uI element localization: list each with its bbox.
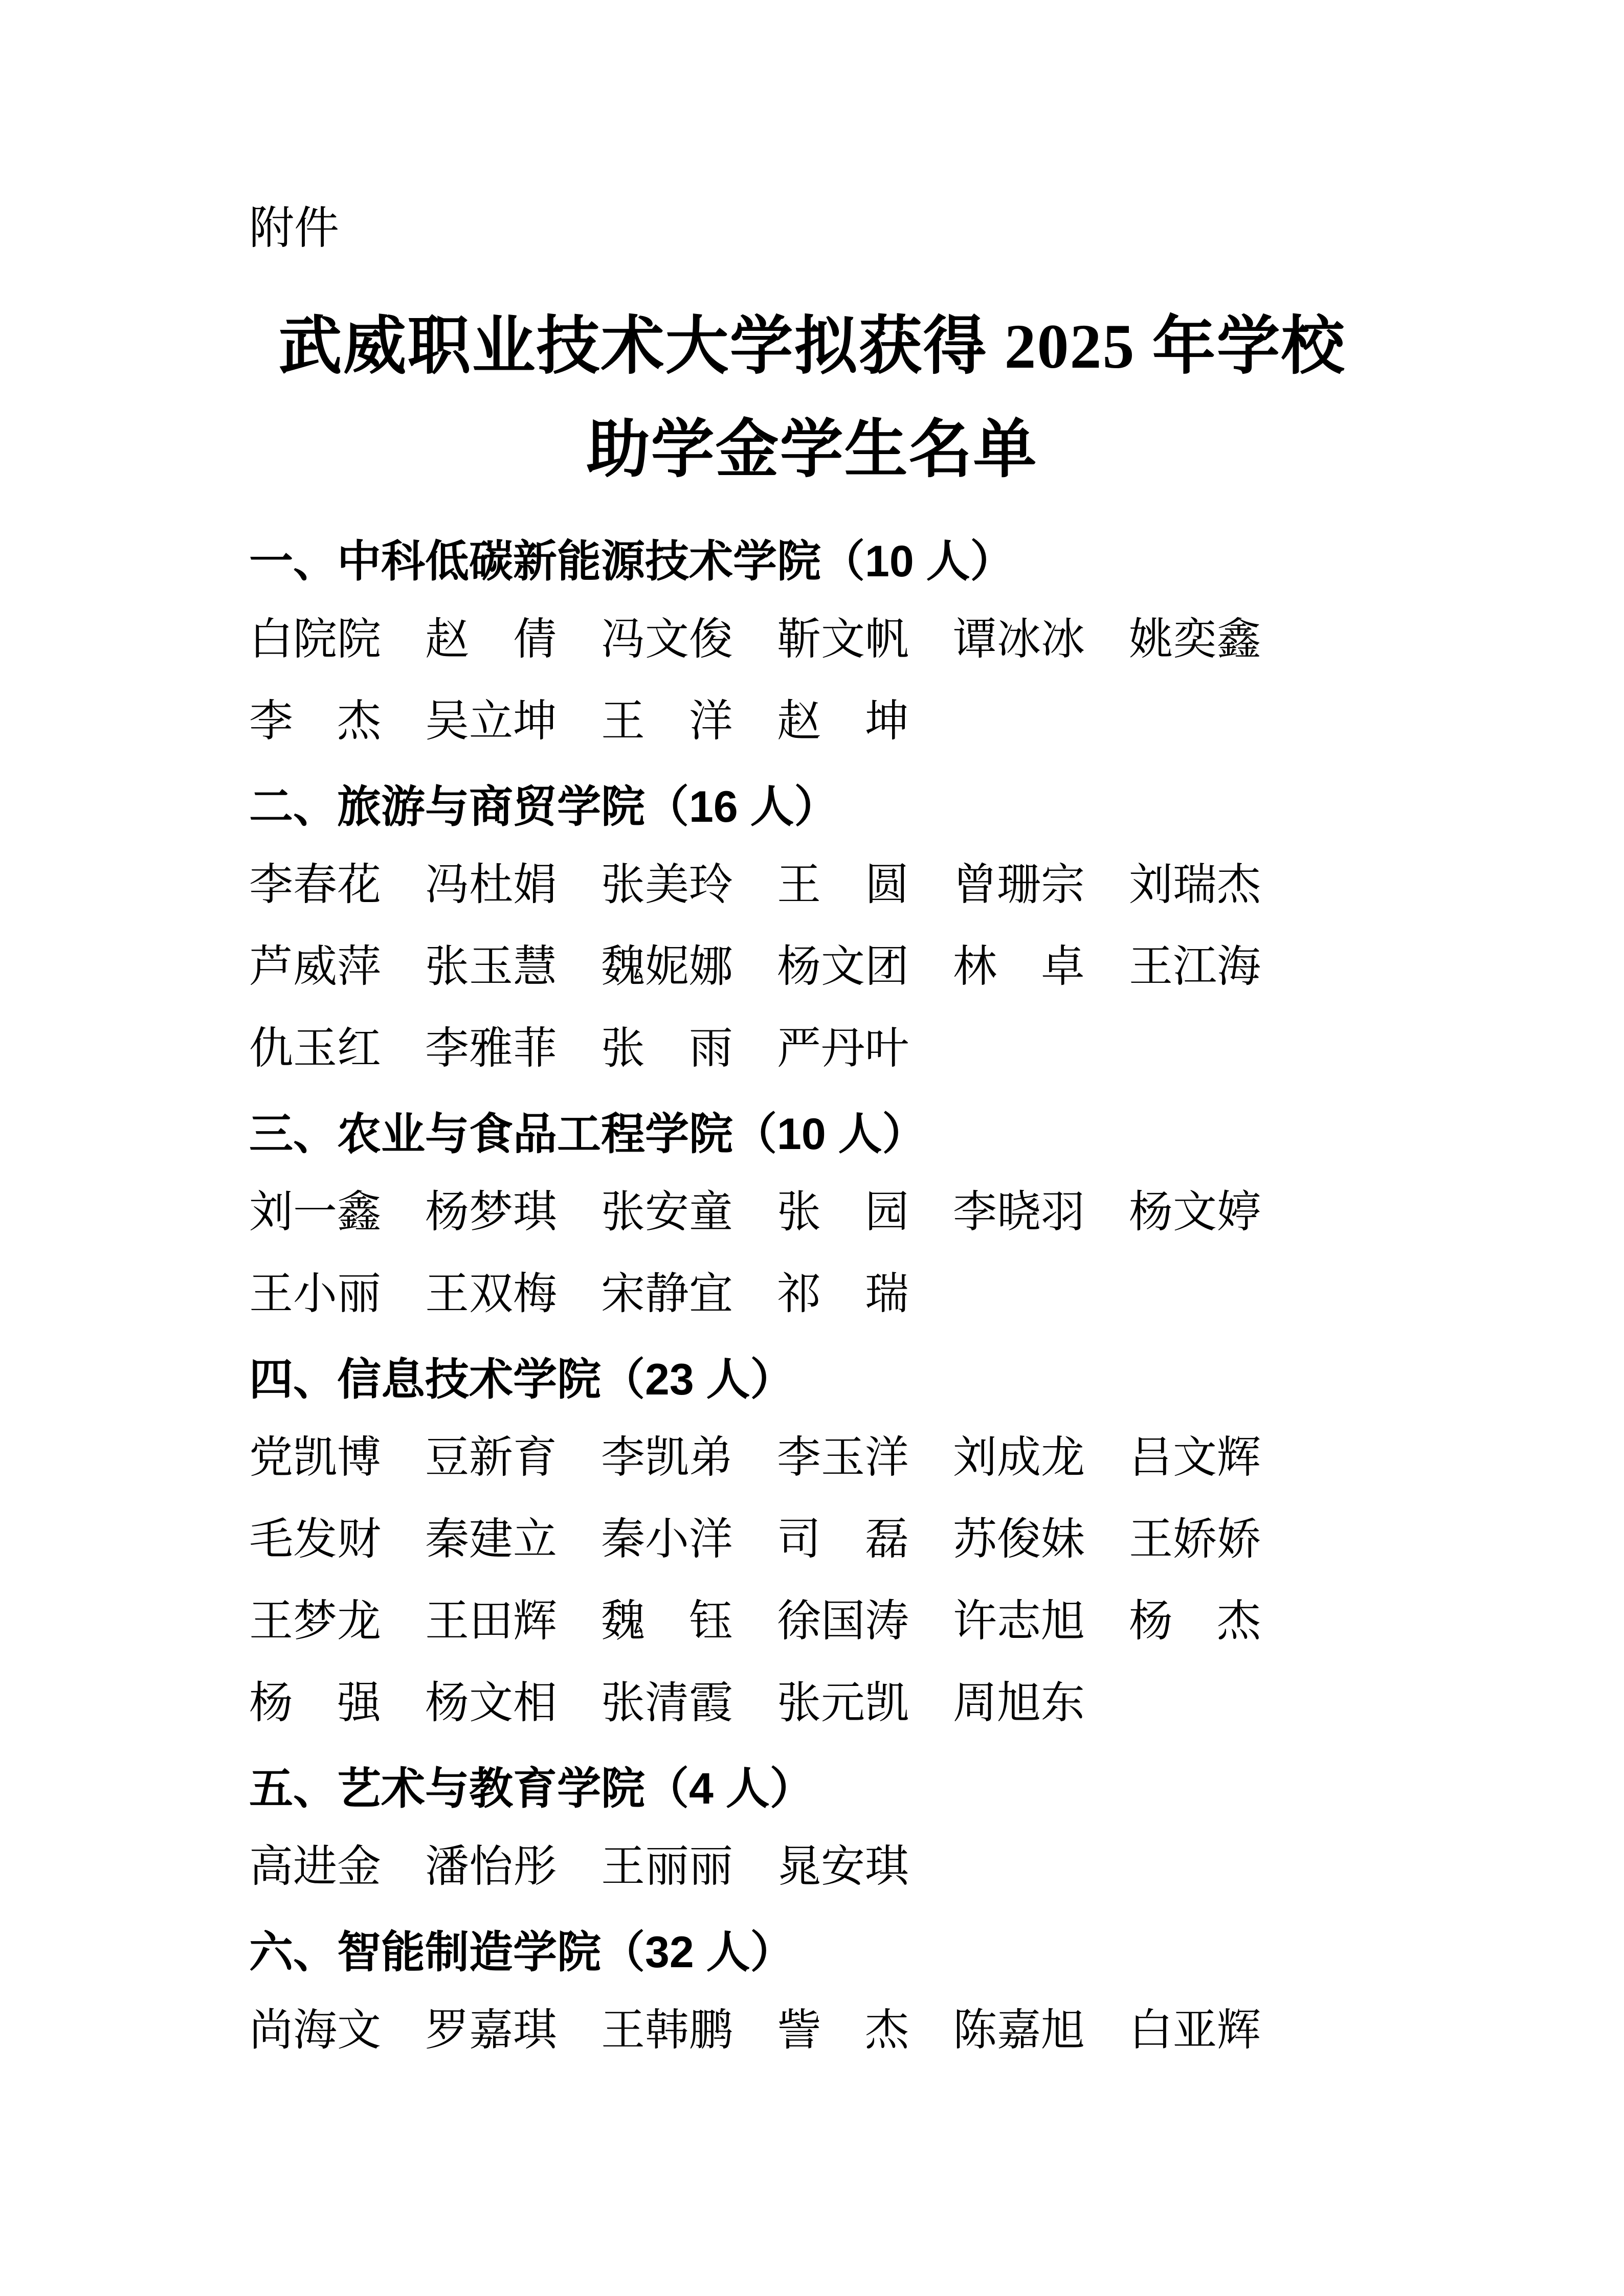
student-name: 张美玲: [601, 860, 733, 909]
student-name: 罗嘉琪: [425, 2006, 557, 2055]
student-name: 晁安琪: [777, 1842, 909, 1891]
name-row: [249, 926, 1261, 1007]
section-heading: 三、农业与食品工程学院（10 人）: [249, 1110, 926, 1159]
student-name: 李 杰: [249, 696, 381, 746]
attachment-label: 附件: [249, 204, 340, 254]
student-name: 祁 瑞: [777, 1269, 909, 1318]
student-name: 刘一鑫: [249, 1187, 381, 1236]
student-name: 高进金: [249, 1842, 381, 1891]
student-name: 徐国涛: [777, 1596, 909, 1646]
student-name: 魏 钰: [601, 1596, 733, 1646]
student-name: 秦小洋: [601, 1515, 733, 1564]
name-row: [249, 680, 1261, 762]
document-title-line2: 助学金学生名单: [586, 415, 1038, 485]
student-name: 訾 杰: [777, 2006, 909, 2055]
student-name: 杨 杰: [1129, 1596, 1261, 1646]
student-name: 苏俊妹: [953, 1515, 1085, 1564]
student-name: 李玉洋: [777, 1433, 909, 1482]
section-heading: 四、信息技术学院（23 人）: [249, 1355, 794, 1404]
name-row: [249, 1007, 1261, 1089]
name-row: [249, 1253, 1261, 1335]
student-name: 杨文婷: [1129, 1187, 1261, 1236]
student-name: 许志旭: [953, 1596, 1085, 1646]
student-name: 姚奕鑫: [1129, 615, 1261, 664]
name-row: [249, 1171, 1261, 1253]
student-name: 魏妮娜: [601, 942, 733, 991]
student-name: 吕文辉: [1129, 1433, 1261, 1482]
section-heading: 二、旅游与商贸学院（16 人）: [249, 782, 838, 831]
student-name: 杨梦琪: [425, 1187, 557, 1236]
name-row: [249, 598, 1261, 680]
student-name: 宋静宜: [601, 1269, 733, 1318]
student-name: 谭冰冰: [953, 615, 1085, 664]
student-name: 严丹叶: [777, 1024, 909, 1073]
student-name: 王双梅: [425, 1269, 557, 1318]
student-name: 靳文帆: [777, 615, 909, 664]
student-name: 白院院: [249, 615, 381, 664]
student-name: 王小丽: [249, 1269, 381, 1318]
student-name: 林 卓: [953, 942, 1085, 991]
student-name: 白亚辉: [1129, 2006, 1261, 2055]
student-name: 杨文相: [425, 1678, 557, 1727]
student-name: 冯文俊: [601, 615, 733, 664]
name-row: [249, 844, 1261, 926]
student-name: 李雅菲: [425, 1024, 557, 1073]
sections-container: [249, 516, 1261, 2071]
student-name: 李凯弟: [601, 1433, 733, 1482]
student-name: 杨 强: [249, 1678, 381, 1727]
student-name: 司 磊: [777, 1515, 909, 1564]
student-name: 张 园: [777, 1187, 909, 1236]
student-name: 刘瑞杰: [1129, 860, 1261, 909]
section-heading: 一、中科低碳新能源技术学院（10 人）: [249, 537, 1014, 586]
student-name: 张元凯: [777, 1678, 909, 1727]
student-name: 张安童: [601, 1187, 733, 1236]
student-name: 赵 倩: [425, 615, 557, 664]
document-title-line1: 武威职业技术大学拟获得 2025 年学校: [278, 311, 1346, 381]
student-name: 吴立坤: [425, 696, 557, 746]
name-row: [249, 1580, 1261, 1662]
name-row: [249, 1989, 1261, 2071]
student-name: 王韩鹏: [601, 2006, 733, 2055]
student-name: 尚海文: [249, 2006, 381, 2055]
student-name: 芦威萍: [249, 942, 381, 991]
student-name: 秦建立: [425, 1515, 557, 1564]
name-row: [249, 1662, 1261, 1744]
student-name: 王田辉: [425, 1596, 557, 1646]
student-name: 王江海: [1129, 942, 1261, 991]
student-name: 王丽丽: [601, 1842, 733, 1891]
student-name: 张玉慧: [425, 942, 557, 991]
student-name: 毛发财: [249, 1515, 381, 1564]
student-name: 王 圆: [777, 860, 909, 909]
student-name: 豆新育: [425, 1433, 557, 1482]
name-row: [249, 1416, 1261, 1498]
section-heading: 六、智能制造学院（32 人）: [249, 1928, 794, 1977]
name-row: [249, 1826, 1261, 1907]
student-name: 张清霞: [601, 1678, 733, 1727]
student-name: 王梦龙: [249, 1596, 381, 1646]
student-name: 仇玉红: [249, 1024, 381, 1073]
student-name: 张 雨: [601, 1024, 733, 1073]
student-name: 冯杜娟: [425, 860, 557, 909]
student-name: 曾珊宗: [953, 860, 1085, 909]
student-name: 刘成龙: [953, 1433, 1085, 1482]
student-name: 赵 坤: [777, 696, 909, 746]
student-name: 潘怡彤: [425, 1842, 557, 1891]
student-name: 王 洋: [601, 696, 733, 746]
name-row: [249, 1498, 1261, 1580]
student-name: 李晓羽: [953, 1187, 1085, 1236]
section-heading: 五、艺术与教育学院（4 人）: [249, 1764, 814, 1813]
student-name: 陈嘉旭: [953, 2006, 1085, 2055]
student-name: 周旭东: [953, 1678, 1085, 1727]
student-name: 李春花: [249, 860, 381, 909]
student-name: 王娇娇: [1129, 1515, 1261, 1564]
student-name: 党凯博: [249, 1433, 381, 1482]
student-name: 杨文团: [777, 942, 909, 991]
